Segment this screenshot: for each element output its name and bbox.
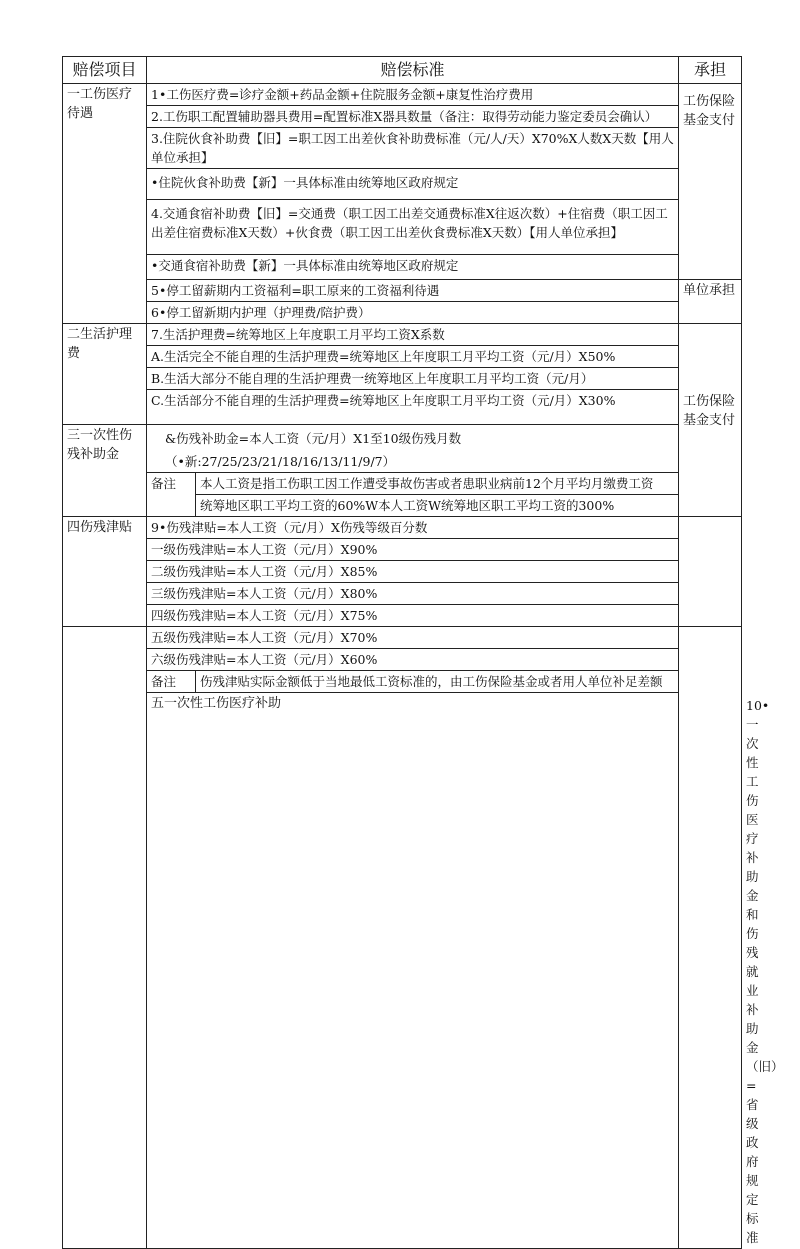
table-row [63, 324, 742, 346]
section4-row3: 二级伤残津贴=本人工资（元/月）X85% [147, 561, 679, 583]
table-row: 五一次性工伤医疗补助 10•一次性工伤医疗补助金和伤残就业补助金（旧）=省级政府规定标准 [63, 693, 742, 1249]
section1-row6: •交通食宿补助费【新】一具体标准由统筹地区政府规定 [147, 255, 679, 280]
section1-bearer-a: 工伤保险基金支付 [679, 84, 742, 280]
table-row [63, 517, 742, 539]
section2-row2: A.生活完全不能自理的生活护理费=统筹地区上年度职工月平均工资（元/月）X50% [147, 346, 679, 368]
section3-note-label: 备注 [147, 473, 196, 516]
section4-note: 伤残津贴实际金额低于当地最低工资标准的，由工伤保险基金或者用人单位补足差额 [200, 674, 663, 689]
section4-row1: 9•伤残津贴=本人工资（元/月）X伤残等级百分数 [147, 517, 679, 539]
table-row [63, 106, 742, 128]
compensation-table [62, 56, 784, 1249]
table-row [63, 346, 742, 368]
section4-bearer-empty-b [679, 627, 742, 1249]
section3-notes [147, 473, 679, 517]
section2-name: 二生活护理费 [63, 324, 147, 425]
section3-line2: （•新:27/25/23/21/18/16/13/11/9/7） [165, 454, 396, 469]
header-standard: 赔偿标准 [147, 57, 679, 84]
header-item: 赔偿项目 [63, 57, 147, 84]
section4-notes-table [147, 671, 678, 692]
section3-note2: 统筹地区职工平均工资的60%W本人工资W统筹地区职工平均工资的300% [196, 495, 679, 517]
table-row [63, 583, 742, 605]
section5-name: 五一次性工伤医疗补助 [147, 693, 679, 1249]
section3-line1: &伤残补助金=本人工资（元/月）X1至10级伤残月数 [165, 431, 462, 446]
section3-notes-table [147, 473, 678, 516]
table-row [63, 627, 742, 649]
table-row [63, 425, 742, 473]
section3-name: 三一次性伤残补助金 [63, 425, 147, 517]
section1-name: 一工伤医疗待遇 [63, 84, 147, 324]
table-row [63, 671, 742, 693]
section2-bearer: 工伤保险基金支付 [679, 324, 742, 517]
table-row [63, 84, 742, 106]
section1-row4: •住院伙食补助费【新】一具体标准由统筹地区政府规定 [147, 169, 679, 200]
section2-row1: 7.生活护理费=统筹地区上年度职工月平均工资X系数 [147, 324, 679, 346]
table-row [63, 302, 742, 324]
table-row [63, 473, 742, 517]
section3-formula [147, 425, 679, 473]
section2-row4: C.生活部分不能自理的生活护理费=统筹地区上年度职工月平均工资（元/月）X30% [147, 390, 679, 425]
table-row [63, 561, 742, 583]
table-row [63, 368, 742, 390]
section1-row8: 6•停工留新期内护理（护理费/陪护费） [147, 302, 679, 324]
section1-row5: 4.交通食宿补助费【旧】=交通费（职工因工出差交通费标准X往返次数）+住宿费（职工因工出差住宿费标准X天数）+伙食费（职工因工出差伙食费标准X天数）【用人单位承担】 [147, 200, 679, 255]
section4-bearer-empty-a [679, 517, 742, 627]
section4-notes [147, 671, 679, 693]
section4-name-continued [63, 627, 147, 1249]
table-row [63, 255, 742, 280]
section4-note-label: 备注 [147, 671, 196, 692]
table-header-row [63, 57, 742, 84]
table-row [63, 649, 742, 671]
table-row [63, 280, 742, 302]
table-row [63, 605, 742, 627]
section3-note1: 本人工资是指工伤职工因工作遭受事故伤害或者患职业病前12个月平均月缴费工资 [200, 476, 654, 491]
section1-row7: 5•停工留薪期内工资福利=职工原来的工资福利待遇 [147, 280, 679, 302]
section4-row6: 五级伤残津贴=本人工资（元/月）X70% [147, 627, 679, 649]
section4-row5: 四级伤残津贴=本人工资（元/月）X75% [147, 605, 679, 627]
section4-row4: 三级伤残津贴=本人工资（元/月）X80% [147, 583, 679, 605]
table-row [63, 200, 742, 255]
table-row [63, 169, 742, 200]
table-row [63, 390, 742, 425]
table-row [63, 128, 742, 169]
table-row [63, 539, 742, 561]
section2-row3: B.生活大部分不能自理的生活护理费一统筹地区上年度职工月平均工资（元/月） [147, 368, 679, 390]
section4-row7: 六级伤残津贴=本人工资（元/月）X60% [147, 649, 679, 671]
header-bearer: 承担 [679, 57, 742, 84]
section4-name: 四伤残津贴 [63, 517, 147, 627]
section4-row2: 一级伤残津贴=本人工资（元/月）X90% [147, 539, 679, 561]
section1-row2: 2.工伤职工配置辅助器具费用=配置标准X器具数量（备注：取得劳动能力鉴定委员会确认） [147, 106, 679, 128]
section1-row1: 1•工伤医疗费=诊疗金额+药品金额+住院服务金额+康复性治疗费用 [147, 84, 679, 106]
section1-bearer-b: 单位承担 [679, 280, 742, 324]
section1-row3: 3.住院伙食补助费【旧】=职工因工出差伙食补助费标准（元/人/天）X70%X人数X天数【用人单位承担】 [147, 128, 679, 169]
